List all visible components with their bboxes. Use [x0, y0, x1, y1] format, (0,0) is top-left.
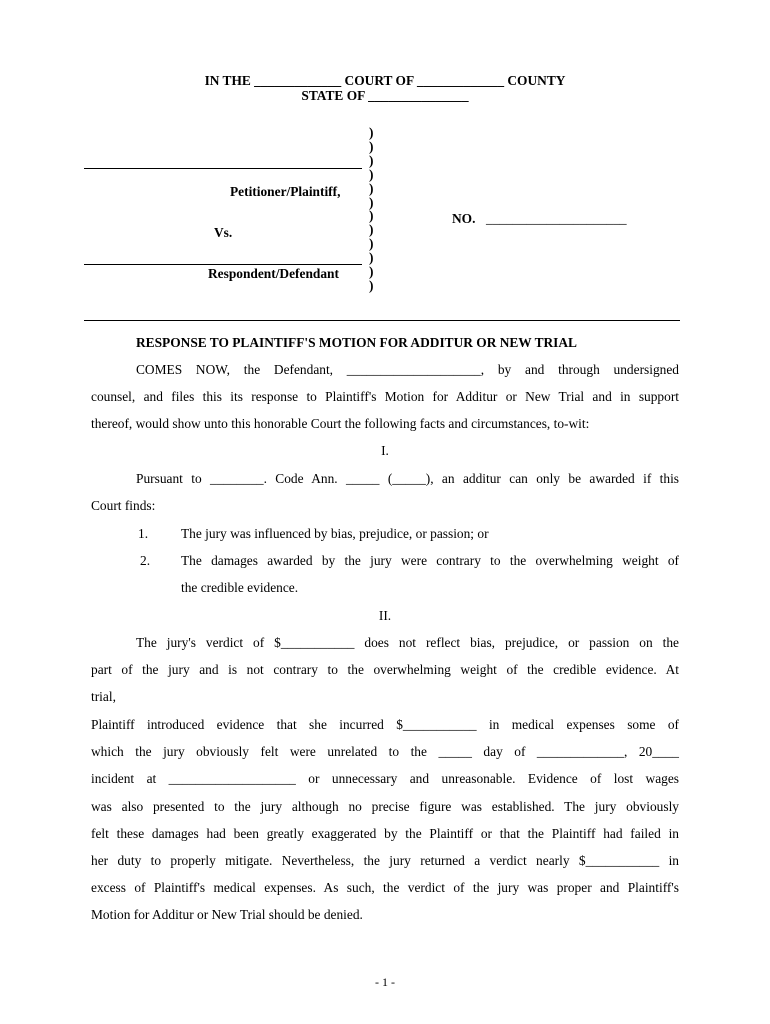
section2-line: felt these damages had been greatly exaggerated by the Plaintiff or that the Plaintiff had failed in [91, 825, 679, 841]
section2-line: Motion for Additur or New Trial should be denied. [91, 907, 363, 923]
list-item-text: the credible evidence. [181, 580, 299, 596]
section2-paragraph-b [91, 711, 679, 929]
petitioner-label: Petitioner/Plaintiff, [230, 184, 341, 199]
caption-brackets [369, 126, 379, 293]
section1-line: Pursuant to ________. Code Ann. _____ (_____), an additur can only be awarded if this [136, 471, 679, 486]
section2-line: was also presented to the jury although no precise figure was established. The jury obviously [91, 798, 679, 814]
section2-line: part of the jury and is not contrary to the overwhelming weight of the credible evidence. At [91, 662, 679, 678]
intro-line: thereof, would show unto this honorable Court the following facts and circumstances, to-wit: [91, 416, 590, 432]
list-item-block [181, 547, 679, 601]
case-number-blank: _____________________ [486, 211, 627, 226]
intro-paragraph [91, 356, 679, 438]
section-heading-2: II. [378, 608, 392, 623]
intro-line: counsel, and files this its response to Plaintiff's Motion for Additur or New Trial and in support [91, 389, 679, 405]
section2-line: trial, [91, 689, 116, 705]
versus-label: Vs. [214, 225, 233, 240]
caption-bracket: ) [369, 208, 374, 224]
caption-bracket: ) [369, 250, 374, 266]
list-item-text: The jury was influenced by bias, prejudice, or passion; or [181, 526, 489, 541]
respondent-name-line [84, 264, 362, 265]
caption-divider [84, 320, 680, 321]
section2-line: excess of Plaintiff's medical expenses. As such, the verdict of the jury was proper and Plaintiff's [91, 880, 679, 896]
section2-line: her duty to properly mitigate. Nevertheless, the jury returned a verdict nearly $___________ in [91, 853, 679, 869]
list-number: 2. [140, 553, 151, 568]
court-heading: IN THE _____________ COURT OF _____________ COUNTY [204, 73, 566, 88]
section2-line: incident at ___________________ or unnecessary and unreasonable. Evidence of lost wages [91, 771, 679, 787]
section2-line: Plaintiff introduced evidence that she incurred $___________ in medical expenses some of [91, 717, 679, 732]
document-title: RESPONSE TO PLAINTIFF'S MOTION FOR ADDITUR OR NEW TRIAL [136, 335, 577, 350]
page-number: - 1 - [375, 975, 395, 989]
caption-bracket: ) [369, 194, 374, 210]
section2-line: The jury's verdict of $___________ does not reflect bias, prejudice, or passion on the [136, 635, 679, 650]
caption-bracket: ) [369, 180, 374, 196]
caption-bracket: ) [369, 138, 374, 154]
caption-bracket: ) [369, 125, 374, 140]
caption-bracket: ) [369, 236, 374, 252]
section2-paragraph-a [91, 629, 679, 711]
section1-paragraph [91, 465, 679, 519]
intro-line: COMES NOW, the Defendant, ____________________, by and through undersigned [136, 362, 679, 377]
state-heading: STATE OF _______________ [301, 88, 469, 103]
caption-bracket: ) [369, 152, 374, 168]
caption-bracket: ) [369, 222, 374, 238]
caption-bracket: ) [369, 264, 374, 280]
case-number-label: NO. [452, 211, 476, 226]
section1-line: Court finds: [91, 498, 156, 514]
section2-line: which the jury obviously felt were unrelated to the _____ day of _____________, 20____ [91, 744, 679, 760]
list-item-text: The damages awarded by the jury were contrary to the overwhelming weight of [181, 553, 679, 568]
list-number: 1. [138, 526, 149, 541]
caption-bracket: ) [369, 166, 374, 182]
caption-bracket: ) [369, 277, 374, 293]
petitioner-name-line [84, 168, 362, 169]
respondent-label: Respondent/Defendant [208, 266, 339, 281]
section-heading-1: I. [381, 443, 389, 458]
